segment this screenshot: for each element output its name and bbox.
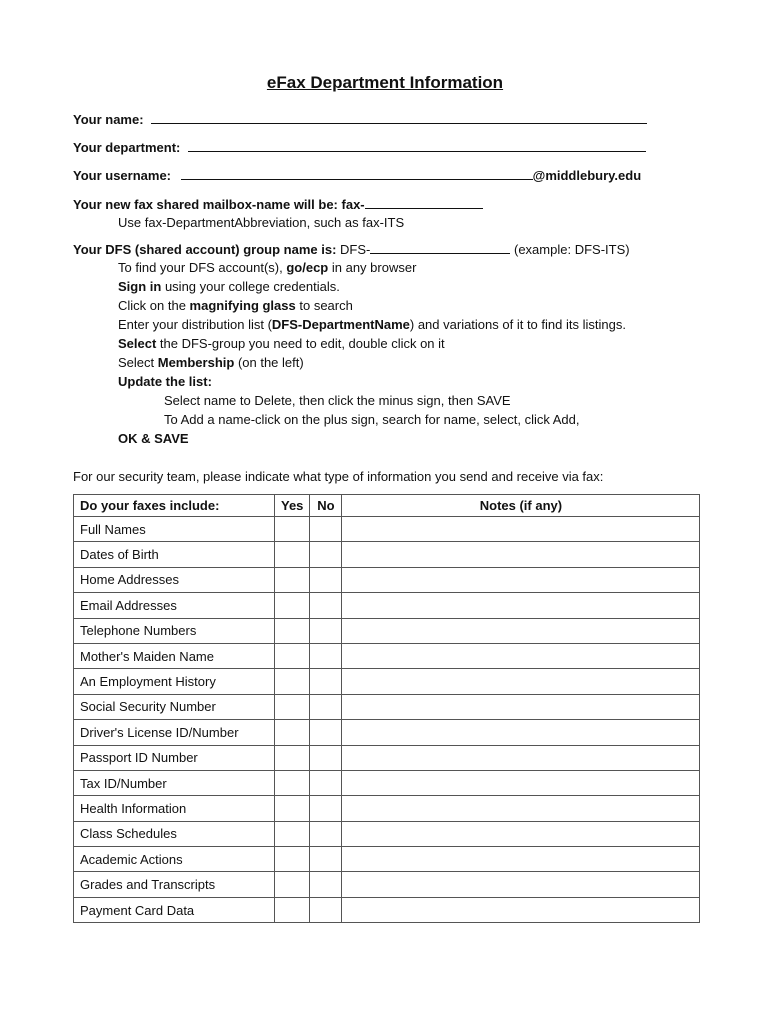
yes-cell[interactable] [275,872,310,897]
instruction-text: Enter your distribution list ( [118,317,272,332]
instruction-6 [118,355,304,370]
yes-cell[interactable] [275,517,310,542]
dfs-prefix: DFS- [340,242,371,257]
row-label: Mother's Maiden Name [74,643,275,668]
no-cell[interactable] [310,567,342,592]
yes-cell[interactable] [275,897,310,922]
row-label: An Employment History [74,669,275,694]
no-cell[interactable] [310,643,342,668]
no-cell[interactable] [310,745,342,770]
row-label: Health Information [74,796,275,821]
yes-cell[interactable] [275,847,310,872]
table-row [74,618,700,643]
notes-cell[interactable] [342,872,700,897]
instruction-text: using your college credentials. [161,279,340,294]
row-label: Dates of Birth [74,542,275,567]
instruction-3 [118,298,353,313]
table-row [74,694,700,719]
mailbox-field[interactable] [365,196,483,209]
row-label: Academic Actions [74,847,275,872]
yes-cell[interactable] [275,643,310,668]
no-cell[interactable] [310,542,342,567]
notes-cell[interactable] [342,542,700,567]
dfs-row [73,241,630,257]
instruction-4 [118,317,626,332]
yes-cell[interactable] [275,821,310,846]
yes-cell[interactable] [275,694,310,719]
instruction-2 [118,279,340,294]
name-label: Your name: [73,112,144,127]
notes-cell[interactable] [342,770,700,795]
notes-cell[interactable] [342,694,700,719]
table-row [74,669,700,694]
table-row [74,720,700,745]
row-label: Payment Card Data [74,897,275,922]
instruction-text: Click on the [118,298,190,313]
notes-cell[interactable] [342,897,700,922]
department-field[interactable] [188,139,646,152]
table-row [74,517,700,542]
table-row [74,567,700,592]
dfs-label: Your DFS (shared account) group name is: [73,242,337,257]
table-row [74,770,700,795]
instruction-text: Select [118,355,158,370]
username-row [73,167,641,183]
yes-cell[interactable] [275,593,310,618]
notes-cell[interactable] [342,821,700,846]
table-header-row [74,495,700,517]
instruction-8: Select name to Delete, then click the minus sign, then SAVE [164,393,511,408]
header-include: Do your faxes include: [74,495,275,517]
table-row [74,593,700,618]
instruction-9: To Add a name-click on the plus sign, search for name, select, click Add, [164,412,580,427]
notes-cell[interactable] [342,593,700,618]
instruction-text: to search [295,298,353,313]
notes-cell[interactable] [342,745,700,770]
table-row [74,796,700,821]
table-row [74,542,700,567]
header-no: No [310,495,342,517]
name-row [73,111,647,127]
page-title: eFax Department Information [266,73,504,92]
row-label: Telephone Numbers [74,618,275,643]
no-cell[interactable] [310,821,342,846]
mailbox-label: Your new fax shared mailbox-name will be: [73,197,338,212]
notes-cell[interactable] [342,643,700,668]
no-cell[interactable] [310,847,342,872]
instruction-emphasis: Select [118,336,157,351]
username-field[interactable] [181,167,533,180]
notes-cell[interactable] [342,720,700,745]
instruction-emphasis: magnifying glass [189,298,296,313]
name-field[interactable] [151,111,647,124]
security-intro: For our security team, please indicate what type of information you send and receive via fax: [73,469,604,484]
notes-cell[interactable] [342,796,700,821]
row-label: Home Addresses [74,567,275,592]
no-cell[interactable] [310,694,342,719]
department-row [73,139,646,155]
instruction-emphasis: Sign in [118,279,162,294]
fax-content-table [73,494,700,923]
instruction-text: (on the left) [234,355,304,370]
yes-cell[interactable] [275,669,310,694]
row-label: Email Addresses [74,593,275,618]
yes-cell[interactable] [275,720,310,745]
no-cell[interactable] [310,720,342,745]
go-ecp-link-text: go/ecp [286,260,329,275]
row-label: Social Security Number [74,694,275,719]
row-label: Grades and Transcripts [74,872,275,897]
table-row [74,643,700,668]
instruction-emphasis: DFS-DepartmentName [271,317,410,332]
row-label: Tax ID/Number [74,770,275,795]
no-cell[interactable] [310,770,342,795]
instruction-text: in any browser [328,260,417,275]
instruction-text: the DFS-group you need to edit, double click on it [156,336,445,351]
table-row [74,847,700,872]
no-cell[interactable] [310,897,342,922]
instruction-text: ) and variations of it to find its listings. [409,317,626,332]
row-label: Driver's License ID/Number [74,720,275,745]
table-row [74,821,700,846]
yes-cell[interactable] [275,745,310,770]
no-cell[interactable] [310,517,342,542]
row-label: Class Schedules [74,821,275,846]
table-row [74,872,700,897]
mailbox-hint: Use fax-DepartmentAbbreviation, such as fax-ITS [118,215,405,230]
notes-cell[interactable] [342,669,700,694]
username-label: Your username: [73,168,172,183]
row-label: Full Names [74,517,275,542]
instruction-10: OK & SAVE [118,431,189,446]
yes-cell[interactable] [275,796,310,821]
notes-cell[interactable] [342,517,700,542]
no-cell[interactable] [310,796,342,821]
username-suffix: @middlebury.edu [532,168,642,183]
dfs-example: (example: DFS-ITS) [514,242,630,257]
instruction-1 [118,260,416,275]
yes-cell[interactable] [275,567,310,592]
instruction-text: To find your DFS account(s), [118,260,287,275]
mailbox-row [73,196,483,212]
row-label: Passport ID Number [74,745,275,770]
notes-cell[interactable] [342,847,700,872]
yes-cell[interactable] [275,618,310,643]
notes-cell[interactable] [342,567,700,592]
no-cell[interactable] [310,669,342,694]
header-yes: Yes [275,495,310,517]
instruction-7: Update the list: [118,374,212,389]
mailbox-prefix: fax- [341,197,365,212]
no-cell[interactable] [310,618,342,643]
no-cell[interactable] [310,872,342,897]
yes-cell[interactable] [275,542,310,567]
department-label: Your department: [73,140,181,155]
instruction-emphasis: Membership [157,355,235,370]
dfs-field[interactable] [370,241,510,254]
yes-cell[interactable] [275,770,310,795]
table-row [74,745,700,770]
table-row [74,897,700,922]
no-cell[interactable] [310,593,342,618]
instruction-5 [118,336,445,351]
header-notes: Notes (if any) [342,495,700,517]
notes-cell[interactable] [342,618,700,643]
